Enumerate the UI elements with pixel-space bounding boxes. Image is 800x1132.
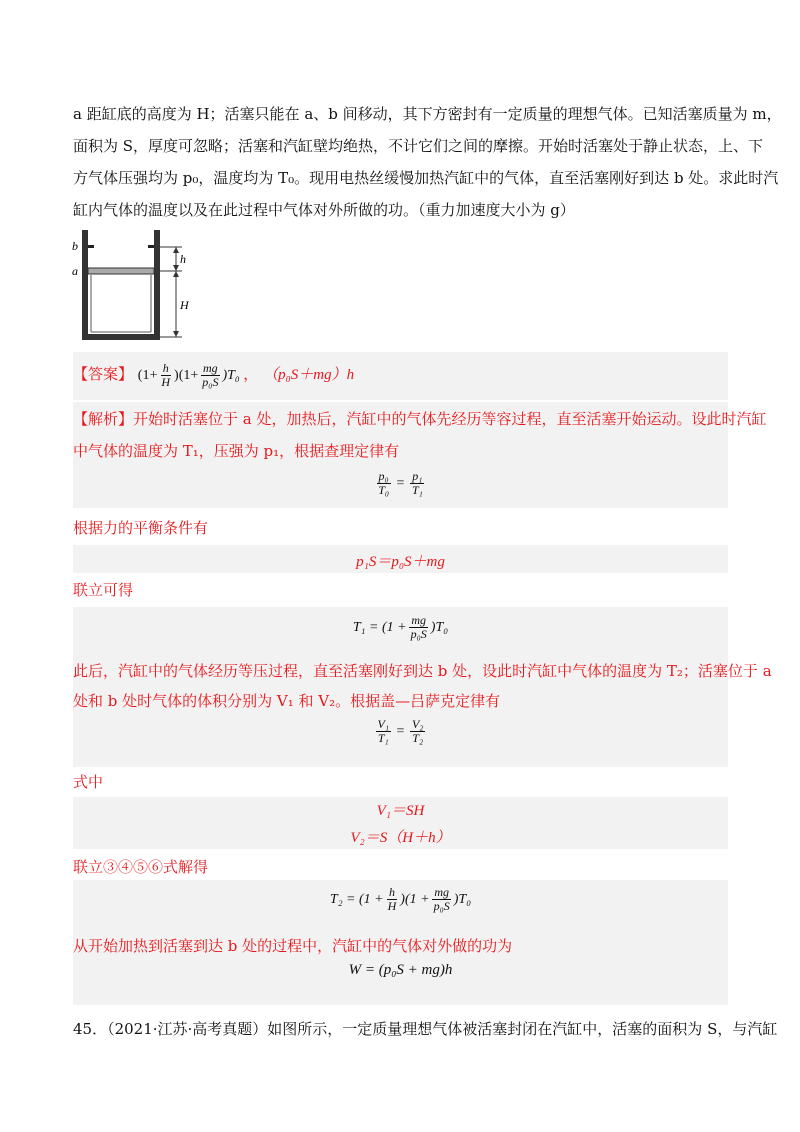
analysis-line: 中气体的温度为 T₁，压强为 p₁，根据查理定律有 [73, 442, 400, 460]
equation-v2: V₂＝S（H＋h） [350, 830, 451, 846]
analysis-line: 根据力的平衡条件有 [73, 519, 209, 537]
cylinder-diagram [70, 225, 200, 350]
label-b: b [72, 239, 78, 253]
analysis-line: 【解析】开始时活塞位于 a 处，加热后，汽缸中的气体先经历等容过程，直至活塞开始运动。设此时汽缸 [73, 410, 767, 428]
stop-b-right [148, 245, 154, 248]
piston [88, 268, 154, 274]
stop-b-left [88, 245, 94, 248]
analysis-line: 从开始加热到活塞到达 b 处的过程中，汽缸中的气体对外做的功为 [73, 937, 513, 955]
problem-line: 面积为 S，厚度可忽略；活塞和汽缸壁均绝热，不计它们之间的摩擦。开始时活塞处于静止状态，上、下 [73, 137, 764, 155]
label-H: H [180, 298, 189, 312]
problem-line: a 距缸底的高度为 H；活塞只能在 a、b 间移动，其下方密封有一定质量的理想气体。已知活塞质量为 m， [73, 105, 782, 123]
answer-tag: 【答案】 [73, 364, 134, 383]
cylinder-left-wall [82, 230, 88, 340]
equation-t1: T₁ = (1 + $\frac{mg}{\text{p₀S}}$ )T₀ [352, 613, 449, 642]
answer-formula: (1+ $\frac{h}{H}$ )(1+ $\frac{mg}{\text{p₀S}}$ )T₀ [137, 361, 240, 390]
next-question: 45．（2021·江苏·高考真题）如图所示，一定质量理想气体被活塞封闭在汽缸中，活塞的面积为 S，与汽缸 [73, 1020, 778, 1038]
equation-charles: $\frac{\text{p₀}}{\text{T₀}}$ = $\frac{\text{p₁}}{\text{T₁}}$ [378, 469, 423, 498]
problem-text [73, 98, 782, 226]
analysis-line: 式中 [73, 773, 104, 791]
equation-gay-lussac: $\frac{\text{V₁}}{\text{T₁}}$ = $\frac{\text{V₂}}{\text{T₂}}$ [377, 717, 424, 746]
analysis-tag: 【解析】 [73, 410, 134, 428]
analysis-line: 联立可得 [73, 581, 134, 599]
problem-line: 方气体压强均为 p₀，温度均为 T₀。现用电热丝缓慢加热汽缸中的气体，直至活塞刚好到达 b 处。求此时汽 [73, 169, 779, 187]
analysis-line: 联立③④⑤⑥式解得 [73, 858, 209, 876]
equation-t2: T₂ = (1 + $\frac{h}{H}$ )(1 + $\frac{mg}{\text{p₀S}}$ )T₀ [329, 885, 472, 914]
equation-v1: V₁＝SH [376, 803, 425, 819]
answer-row: 【答案】 (1+ $\frac{h}{H}$ )(1+ $\frac{mg}{\text{p₀S}}$ )T₀ ， （p₀S＋mg）h [73, 361, 355, 390]
cylinder-right-wall [154, 230, 160, 340]
equation-force-balance: p₁S＝p₀S＋mg [356, 554, 445, 570]
answer-work: （p₀S＋mg）h [263, 366, 355, 383]
equation-work: W = (p₀S + mg)h [348, 962, 453, 978]
label-h: h [180, 252, 186, 266]
analysis-line: 处和 b 处时气体的体积分别为 V₁ 和 V₂。根据盖—吕萨克定律有 [73, 692, 501, 710]
label-a: a [72, 264, 78, 278]
problem-line: 缸内气体的温度以及在此过程中气体对外所做的功。（重力加速度大小为 g） [73, 201, 575, 219]
analysis-line: 此后，汽缸中的气体经历等压过程，直至活塞刚好到达 b 处，设此时汽缸中气体的温度为 T₂；活塞位于 a [73, 662, 772, 680]
cylinder-bottom [82, 334, 160, 340]
